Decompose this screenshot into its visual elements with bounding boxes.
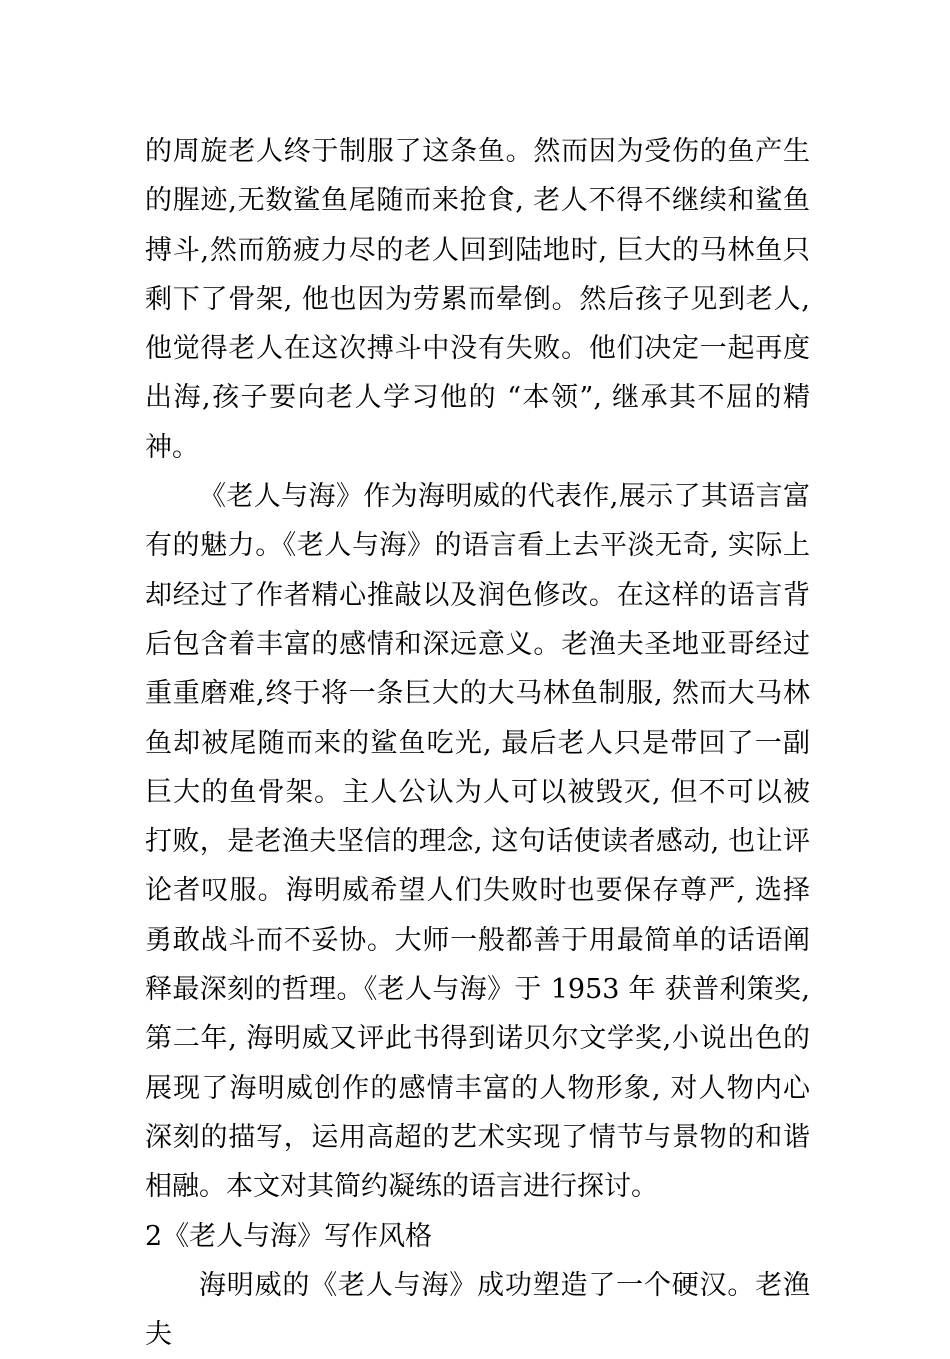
document-body	[145, 127, 810, 1359]
paragraph-writing-style: 海明威的《老人与海》成功塑造了一个硬汉。老渔夫	[145, 1269, 810, 1351]
section-heading: 2《老人与海》写作风格	[145, 1220, 433, 1252]
paragraph-plot-summary: 的周旋老人终于制服了这条鱼。然而因为受伤的鱼产生的腥迹,无数鲨鱼尾随而来抢食, 老人不得不继续和鲨鱼搏斗,然而筋疲力尽的老人回到陆地时, 巨大的马林鱼只剩下了骨架, 他也因为劳累而晕倒。然后孩子见到老人, 他觉得老人在这次搏斗中没有失败。他们决定一起再度出海,孩子要向老人学习他的 “本领”, 继承其不屈的精神。	[145, 136, 810, 463]
paragraph-language-analysis: 《老人与海》作为海明威的代表作,展示了其语言富有的魅力。《老人与海》的语言看上去平淡无奇, 实际上却经过了作者精心推敲以及润色修改。在这样的语言背后包含着丰富的感情和深远意义。老渔夫圣地亚哥经过重重磨难,终于将一条巨大的大马林鱼制服, 然而大马林鱼却被尾随而来的鲨鱼吃光, 最后老人只是带回了一副巨大的鱼骨架。主人公认为人可以被毁灭, 但不可以被打败，是老渔夫坚信的理念, 这句话使读者感动, 也让评论者叹服。海明威希望人们失败时也要保存尊严, 选择勇敢战斗而不妥协。大师一般都善于用最简单的话语阐释最深刻的哲理。《老人与海》于 1953 年 获普利策奖, 第二年, 海明威又评此书得到诺贝尔文学奖,小说出色的展现了海明威创作的感情丰富的人物形象, 对人物内心深刻的描写，运用高超的艺术实现了情节与景物的和谐相融。本文对其简约凝练的语言进行探讨。	[145, 481, 810, 1203]
